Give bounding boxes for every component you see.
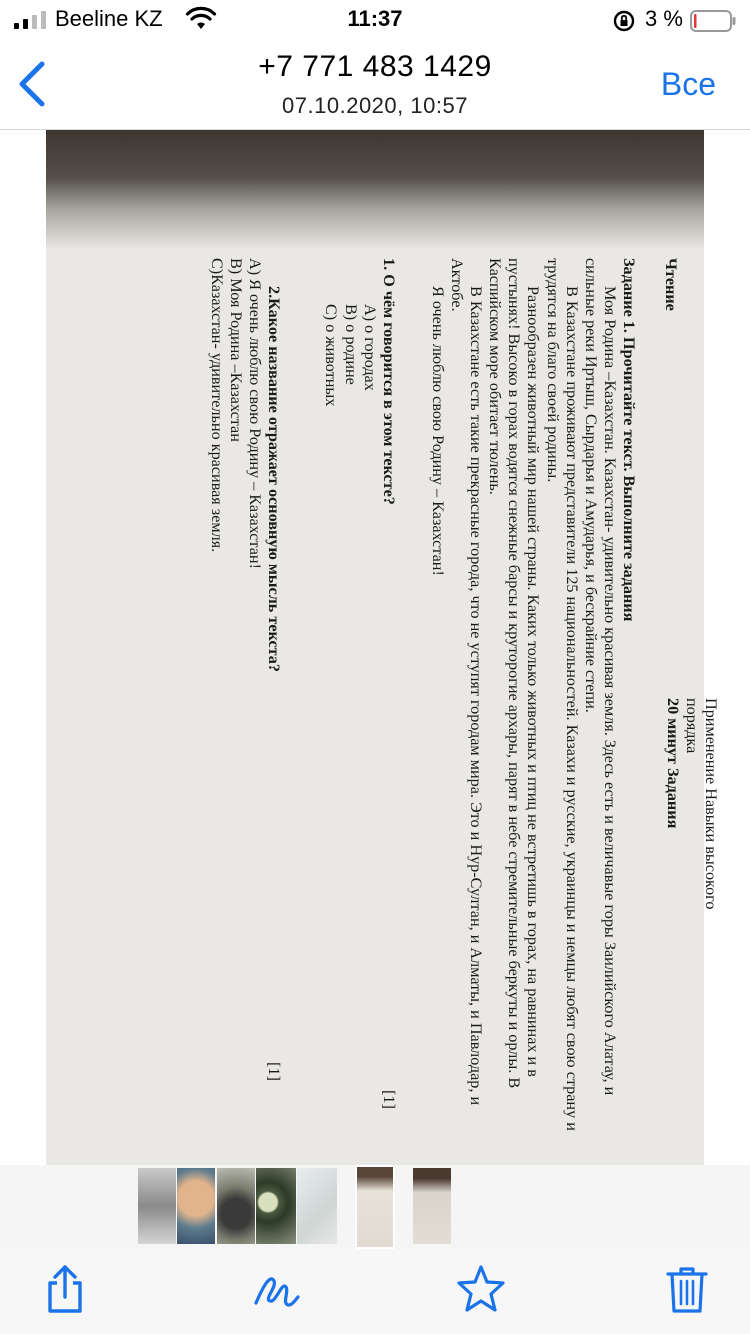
q2-option-a: A) Я очень люблю свою Родину – Казахстан! <box>246 258 265 569</box>
question-2-mark: [1] <box>265 1062 284 1081</box>
header-line-2: 20 минут Задания <box>663 698 682 829</box>
thumbnail-item[interactable] <box>297 1168 337 1244</box>
document-photo <box>46 130 720 1165</box>
share-icon[interactable] <box>40 1263 90 1315</box>
photo-edge-gradient <box>46 210 704 250</box>
task-title: Задание 1. Прочитайте текст. Выполните задания <box>620 258 638 622</box>
carrier-name: Beeline KZ <box>55 6 163 31</box>
question-1-options <box>321 258 378 1138</box>
thumbnail-item[interactable] <box>355 1165 395 1249</box>
thumbnail-strip[interactable] <box>0 1165 750 1249</box>
q1-option-c: C) о животных <box>322 304 341 407</box>
star-icon[interactable] <box>456 1263 506 1315</box>
status-time: 11:37 <box>347 6 403 31</box>
q2-option-b: B) Моя Родина –Казахстан <box>227 258 246 442</box>
question-2 <box>207 258 283 1138</box>
photo-dark-edge <box>46 130 704 210</box>
q2-option-c: C)Казахстан- удивительно красивая земля. <box>208 258 227 553</box>
thumbnail-item[interactable] <box>256 1168 296 1244</box>
photo-viewer[interactable] <box>0 130 750 1165</box>
all-photos-button[interactable]: Все <box>660 66 716 102</box>
section-title: Чтение <box>662 258 680 311</box>
bottom-toolbar <box>0 1249 750 1334</box>
rotation-lock-icon <box>612 9 636 33</box>
q1-option-a: A) о городах <box>360 304 379 391</box>
worksheet-body <box>207 258 638 1138</box>
paragraph-2: В Казахстане проживают представители 125 национальностей. Казахи и русские, украинцы и немцы любят свою страну и трудятся на благо своей родины. <box>543 258 581 1131</box>
thumbnail-item[interactable] <box>217 1168 255 1244</box>
markup-icon[interactable] <box>252 1263 302 1315</box>
thumbnail-item[interactable] <box>138 1168 176 1244</box>
thumbnail-item[interactable] <box>177 1168 215 1244</box>
trash-icon[interactable] <box>662 1263 712 1315</box>
question-2-text: 2.Какое название отражает основную мысль текста? <box>265 286 284 672</box>
question-1-mark: [1] <box>379 1090 398 1109</box>
question-2-options <box>207 258 264 1138</box>
paragraph-5: Я очень люблю свою Родину – Казахстан! <box>428 286 447 576</box>
worksheet-header <box>663 698 720 958</box>
paragraph-3: Разнообразен животный мир нашей страны. Каких только животных и птиц не встретишь в горах, на равнинах и в пустынях! Высоко в горах водятся снежные барсы и круторогие архары, парят в небе стремительные беркуты и орлы. В Каспийском море обитает тюлень. <box>486 258 543 1089</box>
paragraph-4: В Казахстане есть такие прекрасные города, что не уступят городам мира. Это и Нур-Султан, и Алматы, и Павлодар, и Актобе. <box>448 258 486 1106</box>
status-bar <box>0 0 750 40</box>
question-1-text: 1. О чём говорится в этом тексте? <box>379 258 398 505</box>
message-date: 07.10.2020, 10:57 <box>282 93 468 118</box>
question-1 <box>321 258 397 1138</box>
sender-phone-number: +7 771 483 1429 <box>258 50 492 83</box>
navigation-bar <box>0 40 750 130</box>
thumbnail-item[interactable] <box>413 1168 451 1244</box>
rotated-worksheet <box>110 258 730 1148</box>
battery-percent: 3 % <box>645 6 683 31</box>
paragraph-1: Моя Родина –Казахстан. Казахстан- удивительно красивая земля. Здесь есть и величавые горы Заилийского Алатау, и сильные реки Иртыш, Сырдарья и Амударья, и бескрайние степи. <box>581 258 619 1096</box>
q1-option-b: B) о родине <box>341 304 360 385</box>
battery-icon <box>690 10 736 32</box>
header-line-1: Применение Навыки высокого порядка <box>682 698 720 910</box>
